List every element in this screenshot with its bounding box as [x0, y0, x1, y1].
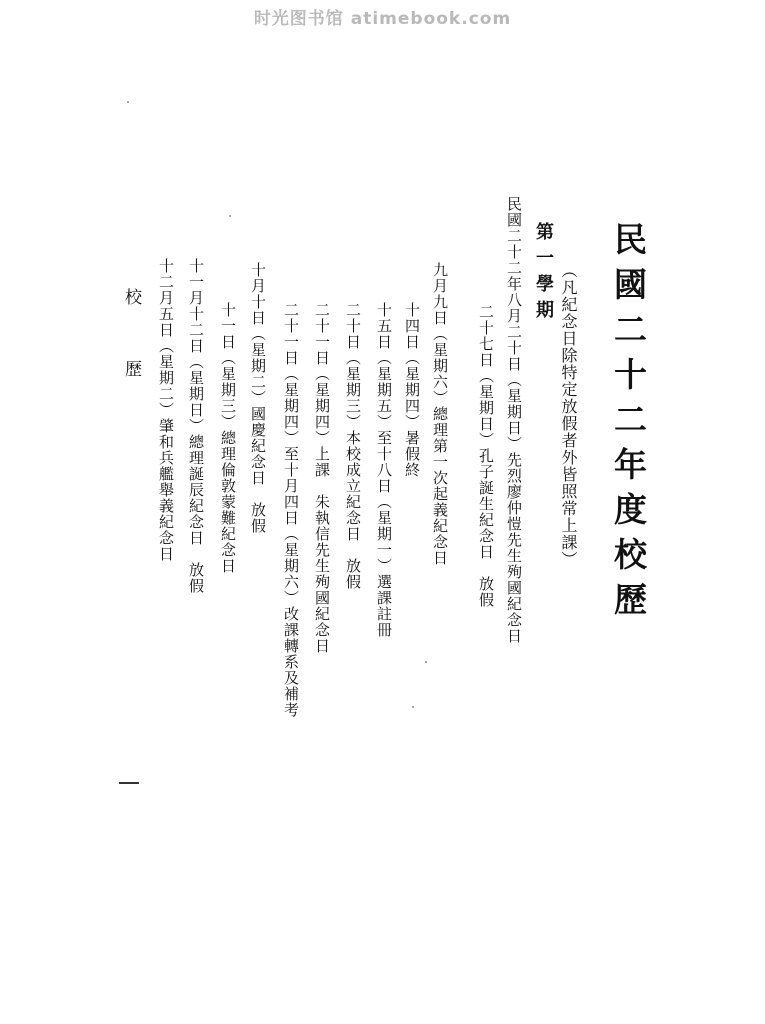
calendar-entry: 十月十日（星期二）國慶紀念日 放假 — [249, 262, 267, 534]
calendar-entry: 十四日（星期四）暑假終 — [403, 302, 421, 478]
calendar-entry: 十一日（星期三）總理倫敦蒙難紀念日 — [219, 302, 237, 574]
term-heading: 第一學期 — [533, 222, 554, 326]
calendar-entry: 九月九日（星期六）總理第一次起義紀念日 — [431, 262, 449, 566]
calendar-entry: 十二月五日（星期二）肇和兵艦舉義紀念日 — [157, 258, 175, 562]
calendar-entry: 二十日（星期三）本校成立紀念日 放假 — [344, 302, 362, 590]
calendar-entry: 二十一日（星期四）至十月四日（星期六）改課轉系及補考 — [282, 302, 300, 718]
calendar-entry: 十一月十二日（星期日）總理誕辰紀念日 放假 — [187, 258, 205, 594]
paper-speck — [127, 101, 129, 103]
paper-speck — [412, 706, 414, 708]
title-note: （凡紀念日除特定放假者外皆照常上課） — [559, 262, 578, 568]
side-label-bottom: 歷 — [121, 360, 141, 377]
calendar-entry: 二十七日（星期日）孔子誕生紀念日 放假 — [477, 304, 495, 608]
page-title: 民國二十二年度校歷 — [609, 222, 648, 627]
calendar-entry: 民國二十二年八月二十日（星期日）先烈廖仲愷先生殉國紀念日 — [505, 196, 523, 644]
side-label-top: 校 — [121, 288, 141, 305]
calendar-entry: 十五日（星期五）至十八日（星期一）選課註冊 — [375, 302, 393, 638]
calendar-entry: 二十一日（星期四）上課 朱執信先生殉國紀念日 — [313, 302, 331, 654]
page-number — [119, 782, 139, 784]
paper-speck — [425, 661, 427, 663]
paper-speck — [229, 215, 231, 217]
watermark: 时光图书馆 atimebook.com — [253, 9, 512, 29]
